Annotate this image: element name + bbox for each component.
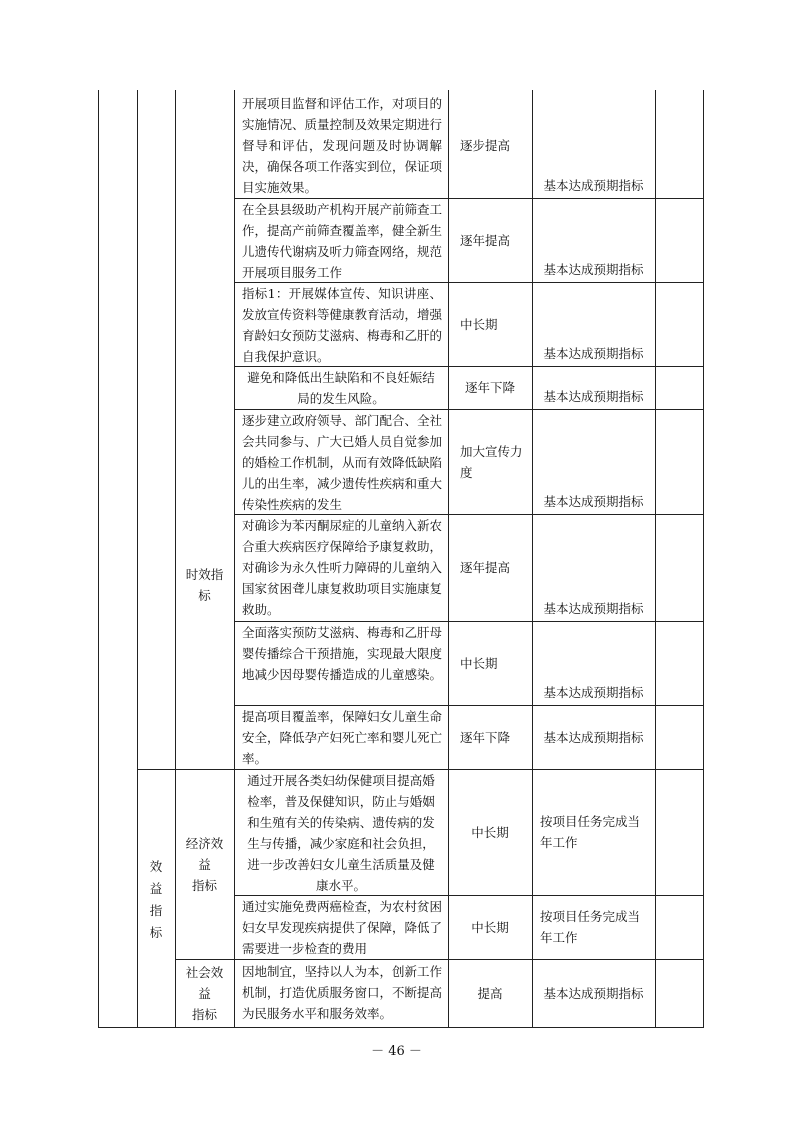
indicator-target-cell: 逐年提高 <box>460 232 511 248</box>
indicator-target-cell: 逐年提高 <box>460 560 511 575</box>
indicator-content-cell: 开展项目监督和评估工作，对项目的实施情况、质量控制及效果定期进行督导和评估，发现问题及时协调解决，确保各项工作落实到位，保证项目实施效果。 <box>242 96 443 195</box>
indicator-value-cell: 基本达成预期指标 <box>543 985 644 1001</box>
indicator-content-cell: 指标1：开展媒体宣传、知识讲座、发放宣传资料等健康教育活动，增强育龄妇女预防艾滋病、梅毒和乙肝的自我保护意识。 <box>242 286 443 364</box>
category-label-line: 益 <box>198 856 211 872</box>
indicator-content-cell: 全面落实预防艾滋病、梅毒和乙肝母婴传播综合干预措施，实现最大限度地减少因母婴传播造成的儿童感染。 <box>242 625 443 682</box>
indicator-target-cell: 加大宣传力度 <box>460 443 523 480</box>
indicator-value-cell: 基本达成预期指标 <box>543 178 644 193</box>
indicator-value-cell: 基本达成预期指标 <box>543 389 644 404</box>
table-border-right <box>703 90 704 1027</box>
table-border-left <box>98 90 99 1027</box>
indicator-content-cell: 因地制宜，坚持以人为本，创新工作机制，打造优质服务窗口，不断提高为民服务水平和服务效率。 <box>242 964 443 1021</box>
category-label-line: 社会效 <box>185 964 224 980</box>
indicator-target-cell: 逐年下降 <box>460 729 511 745</box>
page-number: － 46 － <box>371 1044 422 1059</box>
indicator-content-cell: 通过实施免费两癌检查，为农村贫困妇女早发现疾病提供了保障，降低了需要进一步检查的费用 <box>242 899 443 956</box>
indicator-value-cell: 基本达成预期指标 <box>543 685 644 700</box>
indicator-target-cell: 逐年下降 <box>464 380 515 395</box>
category-label-line: 益 <box>198 985 211 1001</box>
category-label-line: 标 <box>198 588 211 603</box>
indicator-value-cell: 基本达成预期指标 <box>543 346 644 361</box>
category-social-benefit <box>175 959 234 1027</box>
indicator-content-cell: 通过开展各类妇幼保健项目提高婚检率，普及保健知识，防止与婚姻和生殖有关的传染病、遗传病的发生与传播，减少家庭和社会负担，进一步改善妇女儿童生活质量及健康水平。 <box>247 773 435 893</box>
indicator-target-cell: 中长期 <box>460 316 498 332</box>
indicator-content-cell: 在全县县级助产机构开展产前筛查工作，提高产前筛查覆盖率，健全新生儿遗传代谢病及听力筛查网络，规范开展项目服务工作 <box>242 202 443 280</box>
indicator-value-cell: 基本达成预期指标 <box>543 494 644 509</box>
category-label-line: 效 <box>149 859 163 874</box>
indicator-value-cell: 基本达成预期指标 <box>543 601 644 616</box>
indicator-content-cell: 避免和降低出生缺陷和不良妊娠结局的发生风险。 <box>247 370 435 406</box>
category-label-line: 指标 <box>191 1006 217 1022</box>
table-border-bottom <box>98 1027 704 1028</box>
indicator-value-cell: 基本达成预期指标 <box>543 262 644 277</box>
indicator-target-cell: 中长期 <box>471 824 509 840</box>
category-label-line: 益 <box>149 881 163 896</box>
category-label-line: 指标 <box>191 877 217 893</box>
category-label-line: 标 <box>149 925 163 940</box>
category-label-line: 指 <box>149 903 163 918</box>
indicator-content-cell: 逐步建立政府领导、部门配合、全社会共同参与、广大已婚人员自觉参加的婚检工作机制，从而有效降低缺陷儿的出生率，减少遗传性疾病和重大传染性疾病的发生 <box>242 413 443 512</box>
indicator-target-cell: 提高 <box>477 985 503 1001</box>
indicator-value-cell: 按项目任务完成当年工作 <box>540 814 641 850</box>
table-divider <box>655 90 656 1027</box>
category-economic-benefit <box>175 769 234 959</box>
indicator-target-cell: 逐步提高 <box>460 137 511 153</box>
indicator-content-cell: 对确诊为苯丙酮尿症的儿童纳入新农合重大疾病医疗保障给予康复救助，对确诊为永久性听力障碍的儿童纳入国家贫困聋儿康复救助项目实施康复救助。 <box>242 518 443 617</box>
indicator-content-cell: 提高项目覆盖率，保障妇女儿童生命安全，降低孕产妇死亡率和婴儿死亡率。 <box>242 709 443 766</box>
category-benefit <box>137 850 175 950</box>
category-timeliness <box>175 560 234 610</box>
indicator-target-cell: 中长期 <box>460 655 498 671</box>
category-label-line: 时效指 <box>185 567 224 582</box>
indicator-value-cell: 按项目任务完成当年工作 <box>540 909 641 945</box>
indicator-value-cell: 基本达成预期指标 <box>543 729 644 745</box>
category-label-line: 经济效 <box>185 835 224 851</box>
indicator-target-cell: 中长期 <box>471 919 509 935</box>
